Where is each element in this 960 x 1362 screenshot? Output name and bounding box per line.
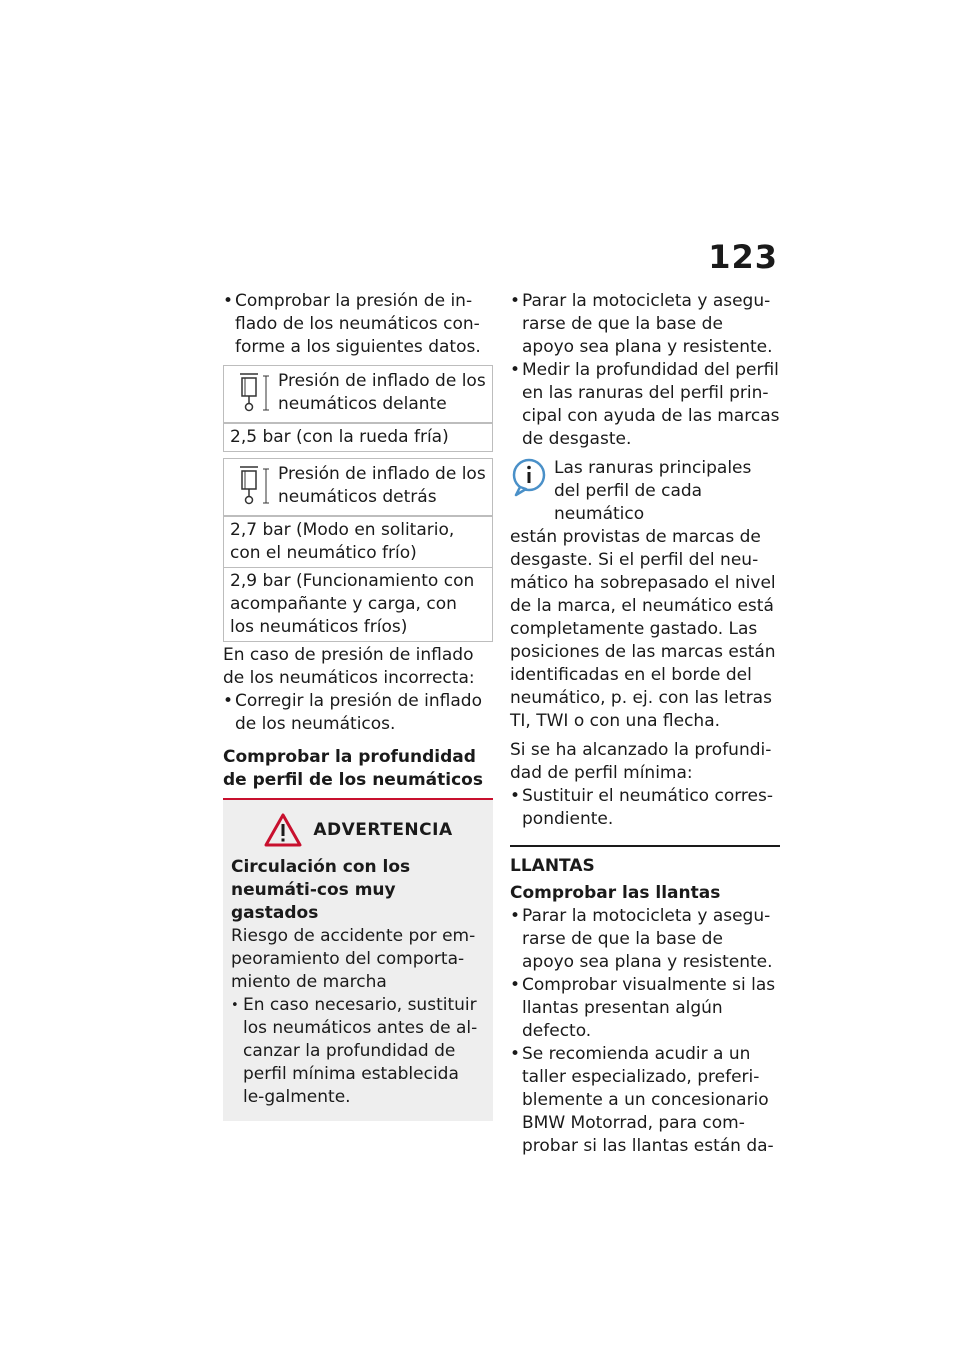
info-note: [510, 457, 780, 733]
rims-list: [510, 905, 780, 1158]
page-number: 123: [708, 238, 778, 276]
list-item: • En caso necesario, sustituir los neumáticos antes de al-canzar la profundidad de perfil mínima establecida le-galmente.: [231, 994, 485, 1109]
spec-title: Presión de inflado de los neumáticos delante: [278, 371, 486, 414]
note-text: están provistas de marcas de desgaste. Si el perfil del neu-mático ha sobrepasado el nivel de la marca, el neumático está completamente gastado. Las posiciones de las marcas están identificadas en el borde del neumático, p. ej. con las letras TI, TWI o con una flecha.: [510, 527, 776, 731]
intro-list: [223, 290, 493, 359]
warning-header: [231, 812, 485, 848]
spec-value: 2,5 bar (con la rueda fría): [224, 423, 492, 451]
list-item: • Comprobar la presión de in-flado de los neumáticos con-forme a los siguientes datos.: [223, 290, 493, 359]
warning-triangle-icon: [263, 812, 303, 848]
list-item: • Comprobar visualmente si las llantas presentan algún defecto.: [510, 974, 780, 1043]
rims-heading: Comprobar las llantas: [510, 883, 721, 903]
list-item: • Se recomienda acudir a un taller especializado, preferi-blemente a un concesionario BMW Motorrad, para com-probar si las llantas están da-: [510, 1043, 780, 1158]
list-item: • Parar la motocicleta y asegu-rarse de que la base de apoyo sea plana y resistente.: [510, 290, 780, 359]
tire-pressure-gauge-icon: [228, 463, 272, 507]
spec-header: [224, 366, 492, 423]
spec-value: 2,7 bar (Modo en solitario, con el neumático frío): [224, 516, 492, 567]
note-first-line: Las ranuras principales del perfil de cada neumático: [554, 458, 752, 524]
spec-title: Presión de inflado de los neumáticos detrás: [278, 464, 486, 507]
list-item: • Parar la motocicleta y asegu-rarse de que la base de apoyo sea plana y resistente.: [510, 905, 780, 974]
list-item: • Sustituir el neumático corres-pondiente.: [510, 785, 780, 831]
section-title: LLANTAS: [510, 856, 595, 876]
correct-list: [223, 690, 493, 736]
warning-subtitle: Circulación con los neumáti-cos muy gastados: [231, 857, 411, 923]
list-item: • Medir la profundidad del perfil en las ranuras del perfil prin-cipal con ayuda de las marcas de desgaste.: [510, 359, 780, 451]
depth-heading: Comprobar la profundidad de perfil de los neumáticos: [223, 747, 483, 790]
left-column: [223, 290, 493, 1121]
spec-value: 2,9 bar (Funcionamiento con acompañante y carga, con los neumáticos fríos): [224, 567, 492, 641]
measure-list: [510, 290, 780, 451]
warning-box: [223, 800, 493, 1121]
right-column: [510, 290, 780, 1158]
min-depth-text: Si se ha alcanzado la profundi-dad de perfil mínima:: [510, 740, 772, 783]
warning-title: ADVERTENCIA: [313, 820, 453, 840]
info-icon: [510, 457, 548, 497]
tire-pressure-gauge-icon: [228, 370, 272, 414]
spec-table-rear: [223, 458, 493, 642]
list-item: • Corregir la presión de inflado de los neumáticos.: [223, 690, 493, 736]
incorrect-pressure-text: En caso de presión de inflado de los neumáticos incorrecta:: [223, 645, 475, 688]
spec-table-front: [223, 365, 493, 452]
warning-list: [231, 994, 485, 1109]
spec-header: [224, 459, 492, 516]
section-divider: [510, 845, 780, 847]
replace-list: [510, 785, 780, 831]
warning-text: Riesgo de accidente por em-peoramiento del comporta-miento de marcha: [231, 926, 476, 992]
